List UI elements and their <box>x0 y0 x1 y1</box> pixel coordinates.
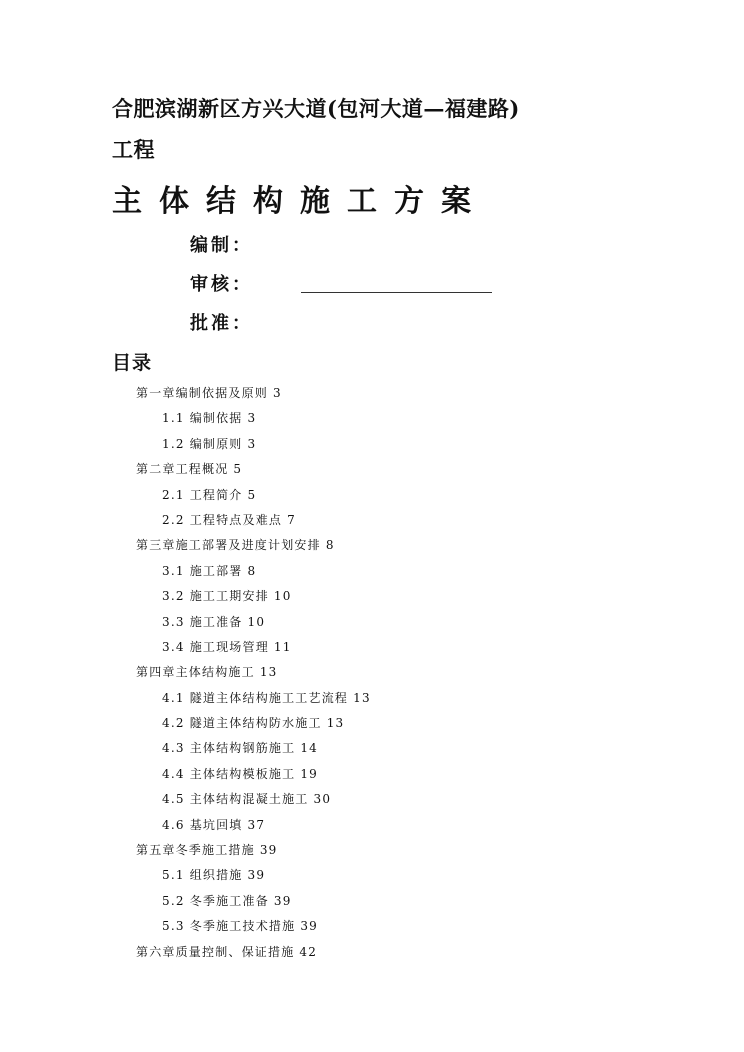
plan-title: 主体结构施工方案 <box>112 184 488 219</box>
toc-section-entry[interactable]: 4.5 主体结构混凝土施工 30 <box>162 792 332 807</box>
toc-section-entry[interactable]: 4.1 隧道主体结构施工工艺流程 13 <box>162 690 371 705</box>
toc-section-entry[interactable]: 3.2 施工工期安排 10 <box>162 589 292 604</box>
toc-chapter-entry[interactable]: 第五章冬季施工措施 39 <box>136 843 278 858</box>
toc-section-entry[interactable]: 4.4 主体结构模板施工 19 <box>162 766 318 781</box>
toc-chapter-entry[interactable]: 第六章质量控制、保证措施 42 <box>136 944 318 959</box>
toc-section-entry[interactable]: 3.4 施工现场管理 11 <box>162 639 292 654</box>
review-signature-row <box>190 270 253 296</box>
toc-section-entry[interactable]: 1.2 编制原则 3 <box>162 436 257 451</box>
approve-signature-row <box>190 309 253 335</box>
toc-section-entry[interactable]: 3.3 施工准备 10 <box>162 614 266 629</box>
toc-section-entry[interactable]: 1.1 编制依据 3 <box>162 411 257 426</box>
project-title-line2: 工程 <box>112 137 155 162</box>
toc-chapter-entry[interactable]: 第四章主体结构施工 13 <box>136 665 278 680</box>
approve-label: 批准： <box>190 313 253 334</box>
compile-signature-row <box>190 231 253 257</box>
table-of-contents <box>0 381 744 965</box>
toc-section-entry[interactable]: 4.3 主体结构钢筋施工 14 <box>162 741 318 756</box>
compile-label: 编制： <box>190 235 253 256</box>
toc-section-entry[interactable]: 2.1 工程简介 5 <box>162 487 257 502</box>
toc-chapter-entry[interactable]: 第二章工程概况 5 <box>136 462 243 477</box>
toc-section-entry[interactable]: 3.1 施工部署 8 <box>162 563 257 578</box>
toc-section-entry[interactable]: 4.6 基坑回填 37 <box>162 817 266 832</box>
toc-chapter-entry[interactable]: 第一章编制依据及原则 3 <box>136 386 282 400</box>
toc-section-entry[interactable]: 5.1 组织措施 39 <box>162 868 266 883</box>
toc-section-entry[interactable]: 4.2 隧道主体结构防水施工 13 <box>162 716 345 731</box>
toc-heading: 目录 <box>112 352 153 374</box>
toc-chapter-entry[interactable]: 第三章施工部署及进度计划安排 8 <box>136 538 335 553</box>
review-signature-line <box>301 292 492 293</box>
toc-section-entry[interactable]: 5.3 冬季施工技术措施 39 <box>162 919 318 934</box>
toc-section-entry[interactable]: 2.2 工程特点及难点 7 <box>162 512 296 527</box>
project-title-line1: 合肥滨湖新区方兴大道(包河大道—福建路) <box>112 96 520 121</box>
review-label: 审核： <box>190 274 253 295</box>
toc-section-entry[interactable]: 5.2 冬季施工准备 39 <box>162 893 292 908</box>
